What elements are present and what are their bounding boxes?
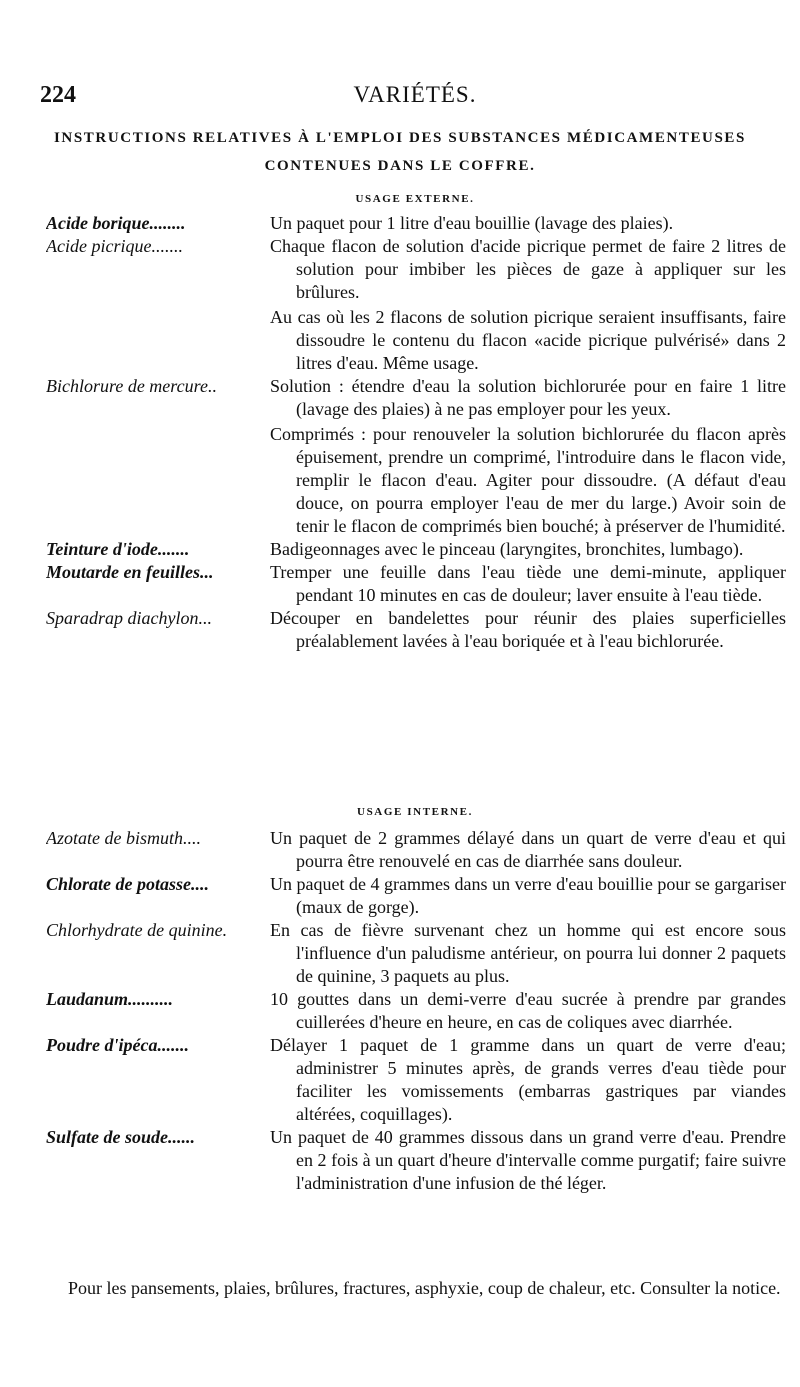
entry-term: Sulfate de soude......	[46, 1127, 196, 1147]
entry-text: Un paquet pour 1 litre d'eau bouillie (lavage des plaies).	[270, 213, 674, 233]
entry-text: Chaque flacon de solution d'acide picrique permet de faire 2 litres de solution pour imbiber les pièces de gaze à appliquer sur les brûlures.	[270, 236, 786, 302]
entry-term: Poudre d'ipéca.......	[46, 1035, 189, 1055]
entry-moutarde-en-feuilles	[46, 561, 786, 607]
entry-sulfate-de-soude	[46, 1126, 786, 1195]
entry-text: Découper en bandelettes pour réunir des plaies superficielles préalablement lavées à l'eau boriquée et à l'eau bichlorurée.	[270, 608, 786, 651]
footer-note	[46, 1277, 781, 1300]
entry-text: Tremper une feuille dans l'eau tiède une demi-minute, appliquer pendant 10 minutes en cas de douleur; laver ensuite à l'eau tiède.	[270, 562, 786, 605]
entry-text: Un paquet de 40 grammes dissous dans un grand verre d'eau. Prendre en 2 fois à un quart d'heure d'intervalle comme purgatif; faire suivre l'administration d'une infusion de thé léger.	[270, 1127, 786, 1193]
entry-term: Acide picrique.......	[46, 236, 183, 256]
footer-text: Pour les pansements, plaies, brûlures, fractures, asphyxie, coup de chaleur, etc. Consulter la notice.	[68, 1278, 781, 1298]
entry-laudanum	[46, 988, 786, 1034]
entry-term: Chlorhydrate de quinine.	[46, 920, 228, 940]
entry-term: Teinture d'iode.......	[46, 539, 190, 559]
external-entries	[46, 212, 786, 653]
entry-term: Azotate de bismuth....	[46, 828, 201, 848]
entry-text: Un paquet de 4 grammes dans un verre d'eau bouillie pour se gargariser (maux de gorge).	[270, 874, 786, 917]
entry-poudre-d-ipeca	[46, 1034, 786, 1126]
entry-text: 10 gouttes dans un demi-verre d'eau sucrée à prendre par grandes cuillerées d'heure en heure, en cas de coliques avec diarrhée.	[270, 989, 786, 1032]
external-usage-heading: USAGE EXTERNE.	[355, 193, 475, 205]
entry-acide-borique	[46, 212, 786, 235]
entry-text: Comprimés : pour renouveler la solution bichlorurée du flacon après épuisement, prendre un comprimé, l'introduire dans le flacon vide, remplir le flacon d'eau. Agiter pour dissoudre. (A défaut d'eau douce, on pourra employer l'eau de mer du large.) Avoir soin de tenir le flacon de comprimés bien bouché; à préserver de l'humidité.	[270, 424, 786, 536]
internal-entries	[46, 827, 786, 1195]
entry-text: Un paquet de 2 grammes délayé dans un quart de verre d'eau et qui pourra être renouvelé en cas de diarrhée sans douleur.	[270, 828, 786, 871]
entry-sparadrap-diachylon	[46, 607, 786, 653]
entry-text: Solution : étendre d'eau la solution bichlorurée pour en faire 1 litre (lavage des plaies) à ne pas employer pour les yeux.	[270, 376, 786, 419]
running-head: VARIÉTÉS.	[353, 82, 477, 107]
entry-text: Badigeonnages avec le pinceau (laryngites, bronchites, lumbago).	[270, 539, 744, 559]
page-number: 224	[40, 82, 76, 108]
entry-bichlorure-de-mercure	[46, 375, 786, 538]
entry-term: Bichlorure de mercure..	[46, 376, 217, 396]
entry-term: Acide borique........	[46, 213, 186, 233]
entry-teinture-d-iode	[46, 538, 786, 561]
entry-text: En cas de fièvre survenant chez un homme qui est encore sous l'influence d'un paludisme antérieur, on pourra lui donner 2 paquets de quinine, 3 paquets au plus.	[270, 920, 786, 986]
entry-text: Au cas où les 2 flacons de solution picrique seraient insuffisants, faire dissoudre le contenu du flacon «acide picrique pulvérisé» dans 2 litres d'eau. Même usage.	[270, 307, 786, 373]
title-line-1: INSTRUCTIONS RELATIVES À L'EMPLOI DES SUBSTANCES MÉDICAMENTEUSES	[54, 130, 746, 146]
entry-term: Sparadrap diachylon...	[46, 608, 212, 628]
entry-term: Laudanum..........	[46, 989, 174, 1009]
internal-usage-heading: USAGE INTERNE.	[357, 806, 473, 818]
entry-chlorate-de-potasse	[46, 873, 786, 919]
entry-chlorhydrate-de-quinine	[46, 919, 786, 988]
entry-acide-picrique	[46, 235, 786, 375]
entry-term: Chlorate de potasse....	[46, 874, 210, 894]
entry-azotate-de-bismuth	[46, 827, 786, 873]
entry-text: Délayer 1 paquet de 1 gramme dans un quart de verre d'eau; administrer 5 minutes après, de grands verres d'eau tiède pour faciliter les vomissements (embarras gastriques par viandes altérées, coquillages).	[270, 1035, 786, 1124]
title-line-2: CONTENUES DANS LE COFFRE.	[264, 158, 536, 174]
entry-term: Moutarde en feuilles...	[46, 562, 214, 582]
